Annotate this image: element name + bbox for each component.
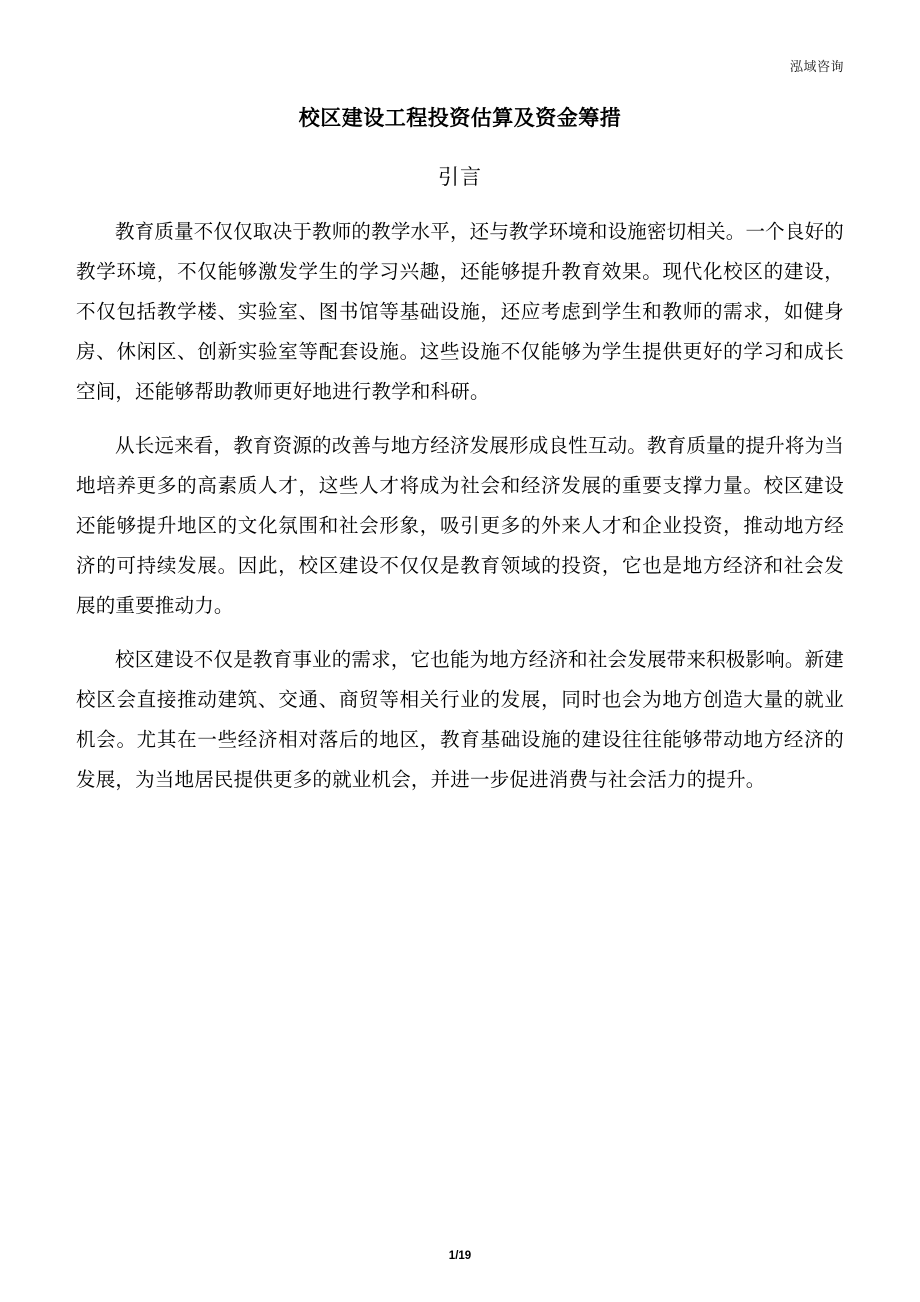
page-number-current: 1	[448, 1250, 456, 1262]
body-paragraph: 从长远来看，教育资源的改善与地方经济发展形成良性互动。教育质量的提升将为当地培养更多的高素质人才，这些人才将成为社会和经济发展的重要支撑力量。校区建设还能够提升地区的文化氛围和社会形象，吸引更多的外来人才和企业投资，推动地方经济的可持续发展。因此，校区建设不仅仅是教育领域的投资，它也是地方经济和社会发展的重要推动力。	[76, 436, 844, 618]
page-title: 校区建设工程投资估算及资金筹措	[298, 107, 622, 130]
page-number-total: 19	[458, 1250, 472, 1262]
page-footer	[0, 1250, 920, 1262]
section-heading: 引言	[438, 166, 482, 190]
page-number-separator: /	[455, 1250, 459, 1262]
body-paragraph: 校区建设不仅是教育事业的需求，它也能为地方经济和社会发展带来积极影响。新建校区会直接推动建筑、交通、商贸等相关行业的发展，同时也会为地方创造大量的就业机会。尤其在一些经济相对落后的地区，教育基础设施的建设往往能够带动地方经济的发展，为当地居民提供更多的就业机会，并进一步促进消费与社会活力的提升。	[76, 650, 844, 791]
header-watermark: 泓域咨询	[789, 59, 844, 74]
document-body	[76, 104, 844, 815]
body-paragraph: 教育质量不仅仅取决于教师的教学水平，还与教学环境和设施密切相关。一个良好的教学环境，不仅能够激发学生的学习兴趣，还能够提升教育效果。现代化校区的建设，不仅包括教学楼、实验室、图书馆等基础设施，还应考虑到学生和教师的需求，如健身房、休闲区、创新实验室等配套设施。这些设施不仅能够为学生提供更好的学习和成长空间，还能够帮助教师更好地进行教学和科研。	[76, 222, 844, 404]
